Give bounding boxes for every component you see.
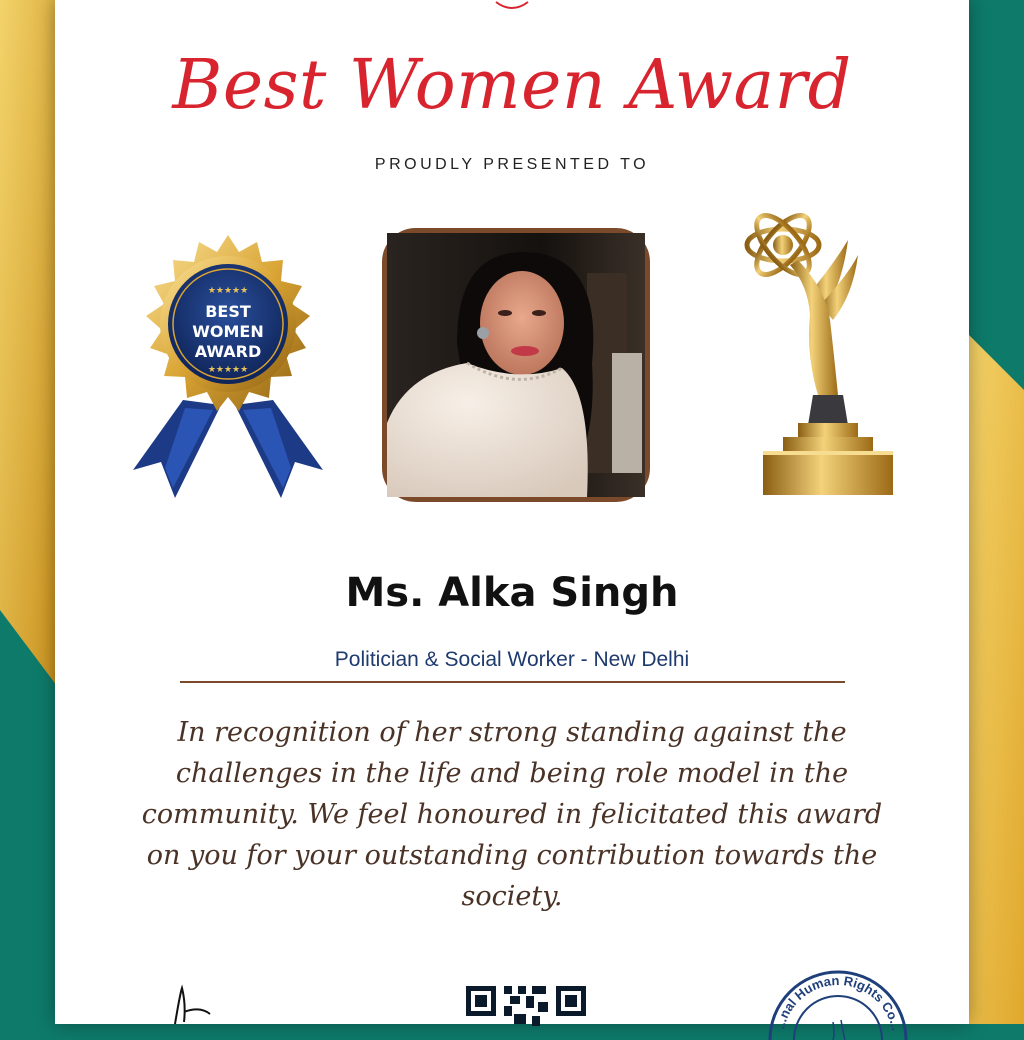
citation-text: In recognition of her strong standing against the challenges in the life and being role model in the community. We feel honoured in felicitated this award on you for your outstanding contribution towards the society. bbox=[141, 717, 883, 912]
presented-to-label: PROUDLY PRESENTED TO bbox=[374, 156, 650, 173]
recipient-portrait-image bbox=[387, 233, 645, 497]
badge-stars-top: ★★★★★ bbox=[207, 286, 249, 296]
divider-line bbox=[180, 681, 845, 683]
recipient-name: Ms. Alka Singh bbox=[345, 570, 679, 616]
badge-stars-bottom: ★★★★★ bbox=[207, 365, 249, 375]
certificate-title: Best Women Award bbox=[172, 46, 852, 125]
badge-line-1: BEST bbox=[205, 302, 251, 321]
trophy-icon bbox=[738, 205, 898, 505]
top-flourish-icon bbox=[492, 0, 532, 14]
organization-seal-icon bbox=[763, 960, 913, 1040]
recipient-role: Politician & Social Worker - New Delhi bbox=[334, 648, 690, 671]
badge-line-2: WOMEN bbox=[192, 322, 264, 341]
award-rosette-icon bbox=[113, 230, 343, 500]
recipient-photo bbox=[382, 228, 650, 502]
seal-text: ...nal Human Rights Co... bbox=[772, 972, 905, 1032]
certificate-card bbox=[55, 0, 969, 1032]
badge-line-3: AWARD bbox=[194, 342, 262, 361]
qr-code-icon bbox=[462, 984, 592, 1028]
signature-icon bbox=[150, 984, 240, 1024]
svg-text:...nal Human Rights Co... bbox=[772, 973, 904, 1032]
